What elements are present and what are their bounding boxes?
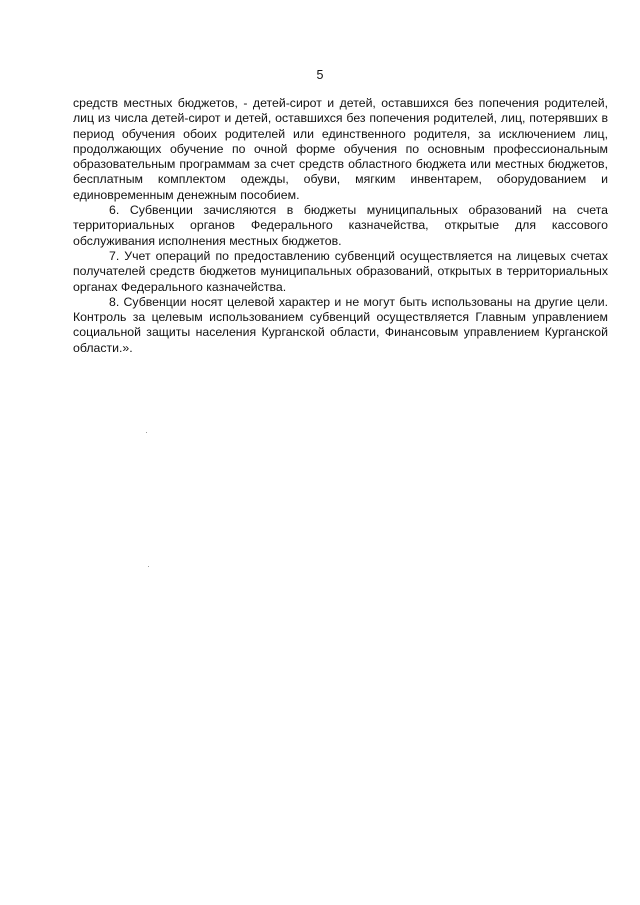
paragraph-item-7: 7. Учет операций по предоставлению субвенций осуществляется на лицевых счетах получателей средств бюджетов муниципальных образований, открытых в территориальных органах Федерального казначейства. (73, 248, 608, 294)
scan-speck (146, 432, 147, 433)
scan-speck (148, 566, 149, 567)
paragraph-continuation: средств местных бюджетов, - детей-сирот и детей, оставшихся без попечения родителей, лиц из числа детей-сирот и детей, оставшихся без попечения родителей, лиц, потерявших в период обучения обоих родителей или единственного родителя, за исключением лиц, продолжающих обучение по очной форме обучения по основным профессиональным образовательным программам за счет средств областного бюджета или местных бюджетов, бесплатным комплектом одежды, обуви, мягким инвентарем, оборудованием и единовременным денежным пособием. (73, 96, 608, 202)
document-body (73, 96, 608, 356)
paragraph-item-8: 8. Субвенции носят целевой характер и не могут быть использованы на другие цели. Контроль за целевым использованием субвенций осуществляется Главным управлением социальной защиты населения Курганской области, Финансовым управлением Курганской области.». (73, 294, 608, 355)
page-number: 5 (316, 68, 324, 82)
paragraph-item-6: 6. Субвенции зачисляются в бюджеты муниципальных образований на счета территориальных органов Федерального казначейства, открытые для кассового обслуживания исполнения местных бюджетов. (73, 203, 608, 248)
